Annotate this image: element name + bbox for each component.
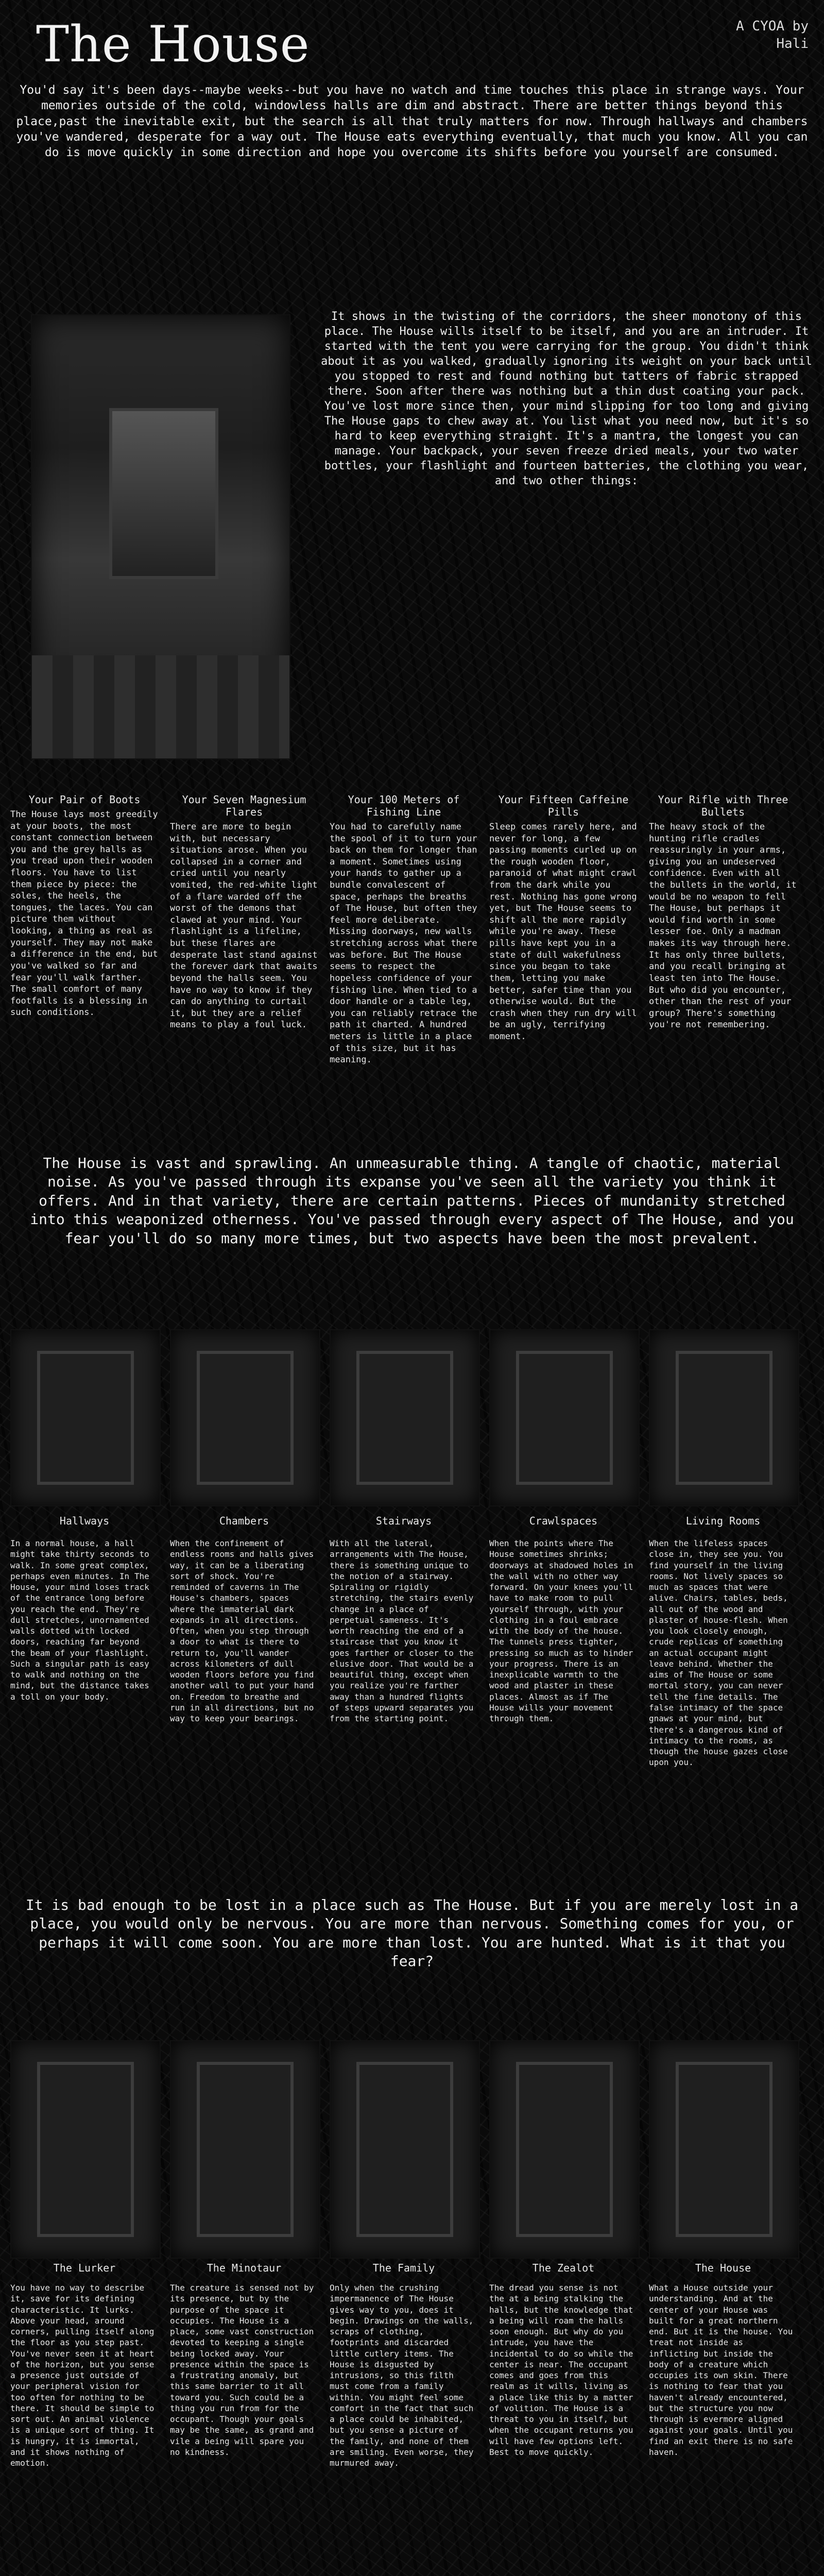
- item-title: Your Pair of Boots: [28, 793, 141, 806]
- place-label[interactable]: Crawlspaces: [529, 1515, 598, 1527]
- hallways-image: [10, 1329, 161, 1506]
- fear-label[interactable]: The Zealot: [532, 2262, 595, 2274]
- chambers-image: [170, 1329, 320, 1506]
- fear-text: You have no way to describe it, save for its defining characteristic. It lurks. Above your head, around corners, pulling itself along the floor as you step past. You've never seen it at heart of the horizon, but you sense a presence just outside of your peripheral vision for too often for nothing to be there. It should be simple to sort out. An animal violence is a unique sort of thing. It is hungry, it is immortal, and it shows nothing of emotion.: [10, 2283, 154, 2468]
- fears-intro: It is bad enough to be lost in a place such as The House. But if you are merely lost in a place, you would only be nervous. You are more than nervous. Something comes for you, or perhaps it will come soon. You are more than lost. You are hunted. What is it that you fear?: [25, 1896, 799, 1970]
- place-label[interactable]: Stairways: [375, 1515, 432, 1527]
- place-text: With all the lateral, arrangements with The House, there is something unique to the notion of a stairway. Spiraling or rigidly stretching, the stairs evenly change in a place of perpetual sameness. It's worth reaching the end of a staircase that you know it goes farther or closer to the elusive door. That would be a beautiful thing, except when you realize you're farther away than a hundred flights of steps upward separates you from the starting point.: [330, 1538, 474, 1724]
- place-text: In a normal house, a hall might take thirty seconds to walk. In some great complex, perhaps even minutes. In The House, your mind loses track of the entrance long before you reach the end. They're dull stretches, unornamented walls dotted with locked doors, reaching far beyond the beam of your flashlight. Such a singular path is easy to walk and nothing on the mind, but the distance takes a toll on your body.: [10, 1538, 149, 1702]
- item-title: Your Rifle with Three Bullets: [658, 793, 788, 818]
- fear-text: What a House outside your understanding. And at the center of your House was built for a great northern end. But it is the house. You treat not inside as inflicting but inside the body of a creature which occupies its own skin. There is nothing to fear that you haven't already encountered, but the structure you now through is evermore aligned against your goals. Until you find an exit there is no safe haven.: [649, 2283, 793, 2457]
- place-label[interactable]: Chambers: [219, 1515, 269, 1527]
- item-text: Sleep comes rarely here, and never for long, a few passing moments curled up on the rough wooden floor, paranoid of what might crawl from the dark while you rest. Nothing has gone wrong yet, but The House seems to shift all the more rapidly while you're away. These pills have kept you in a state of dull wakefulness since you began to take them, letting you make better, safer time than you otherwise would. But the crash when they run dry will be an ugly, terrifying moment.: [489, 822, 637, 1042]
- item-title: Your Fifteen Caffeine Pills: [498, 793, 629, 818]
- item-flares[interactable]: [170, 793, 318, 1031]
- place-text: When the lifeless spaces close in, they see you. You find yourself in the living rooms. Not lively spaces so much as spaces that were alive. Chairs, tables, beds, all out of the wood and plaster of house-flesh. When you look closely enough, crude replicas of something an actual occupant might leave behind. Whether the aims of The House or some mortal story, you can never tell the fine details. The false intimacy of the space gnaws at your mind, but there's a dangerous kind of intimacy to the rooms, as though the house gazes close upon you.: [649, 1538, 788, 1768]
- minotaur-image: [170, 2040, 320, 2259]
- item-title: Your 100 Meters of Fishing Line: [348, 793, 460, 818]
- place-text: When the confinement of endless rooms and halls gives way, it can be a liberating sort of shock. You're reminded of caverns in The House's chambers, spaces where the immaterial dark expands in all directions. Often, when you step through a door to what is there to return to, you'll wander across kilometers of dull wooden floors before you find another wall to put your hand on. Freedom to breathe and run in all directions, but no way to keep your bearings.: [170, 1538, 314, 1724]
- family-image: [330, 2040, 480, 2259]
- zealot-fear-image: [489, 2040, 640, 2259]
- fear-text: The creature is sensed not by its presence, but by the purpose of the space it occupies. The House is a place, some vast construction devoted to keeping a single being locked away. Your presence within the space is a frustrating anomaly, but this same barrier to it all toward you. Such could be a thing you run from for the occupant. Though your goals may be the same, as grand and vile a being will spare you no kindness.: [170, 2283, 314, 2457]
- fear-label[interactable]: The Lurker: [53, 2262, 116, 2274]
- item-boots[interactable]: [10, 793, 159, 1019]
- fear-text: The dread you sense is not the at a being stalking the halls, but the knowledge that a being will roam the halls soon enough. But why do you intrude, you have the incidental to do so while the center is near. The occupant comes and goes from this realm as it wills, living as a place like this by a matter of volition. The House is a threat to you in itself, but when the occupant returns you will have few options left. Best to move quickly.: [489, 2283, 633, 2457]
- item-title: Your Seven Magnesium Flares: [182, 793, 306, 818]
- fear-label[interactable]: The Minotaur: [207, 2262, 282, 2274]
- lurker-image: [10, 2040, 161, 2259]
- item-caffeine-pills[interactable]: [489, 793, 638, 1043]
- stairways-image: [330, 1329, 480, 1506]
- place-label[interactable]: Living Rooms: [685, 1515, 761, 1527]
- item-text: There are more to begin with, but necessary situations arose. When you collapsed in a corner and cried until you nearly vomited, the red-white light of a flare warded off the worst of the demons that clawed at your mind. Your flashlight is a lifeline, but these flares are desperate last stand against the forever dark that awaits beyond the halls seem. You have no way to know if they can do anything to curtail it, but they are a relief means to play a foul luck.: [170, 822, 318, 1030]
- byline: A CYOA by Hali: [736, 19, 809, 52]
- intro-paragraph: You'd say it's been days--maybe weeks--but you have no watch and time touches this place in strange ways. Your memories outside of the cold, windowless halls are dim and abstract. There are better things beyond this place,past the inevitable exit, but the search is all that truly matters for now. Through hallways and chambers you've wandered, desperate for a way out. The House eats everything eventually, that much you know. All you can do is move quickly in some direction and hope you overcome its shifts before you yourself are consumed.: [16, 83, 808, 160]
- fear-label[interactable]: The House: [695, 2262, 751, 2274]
- crawlspaces-image: [489, 1329, 640, 1506]
- item-text: The heavy stock of the hunting rifle cradles reassuringly in your arms, giving you an undeserved confidence. Even with all the bullets in the world, it would be no weapon to fell The House, but perhaps it would find worth in some lesser foe. Only a madman makes its way through here. It has only three bullets, and you recall bringing at least ten into The House. But who did you encounter, other than the rest of your group? There's something you're not remembering.: [649, 822, 797, 1030]
- page-title: The House: [36, 15, 310, 73]
- places-intro: The House is vast and sprawling. An unmeasurable thing. A tangle of chaotic, material noise. As you've passed through its expanse you've seen all the variety you think it offers. And in that variety, there are certain patterns. Pieces of mundanity stretched into this weaponized otherness. You've passed through every aspect of The House, and you fear you'll do so many more times, but two aspects have been the most prevalent.: [30, 1155, 794, 1247]
- fear-text: Only when the crushing impermanence of The House gives way to you, does it begin. Drawings on the walls, scraps of clothing, footprints and discarded little cutlery items. The House is disgusted by intrusions, so this filth must come from a family within. You might feel some comfort in the fact that such a place could be inhabited, but you sense a picture of the family, and none of them are smiling. Even worse, they murmured away.: [330, 2283, 474, 2468]
- gear-paragraph: It shows in the twisting of the corridors, the sheer monotony of this place. The House wills itself to be itself, and you are an intruder. It started with the tent you were carrying for the group. You didn't think about it as you walked, gradually ignoring its weight on your back until you stopped to rest and found nothing but tatters of fabric strapped there. Soon after there was nothing but a thin dust coating your pack. You've lost more since then, your mind slipping for too long and giving The House gaps to chew away at. You list what you need now, but it's so hard to keep everything straight. It's a mantra, the longest you can manage. Your backpack, your seven freeze dried meals, your two water bottles, your flashlight and fourteen batteries, the clothing you wear, and two other things:: [321, 310, 812, 488]
- item-rifle[interactable]: [649, 793, 797, 1031]
- house-image: [649, 2040, 799, 2259]
- place-label[interactable]: Hallways: [59, 1515, 110, 1527]
- living-rooms-image: [649, 1329, 799, 1506]
- item-fishing-line[interactable]: [330, 793, 478, 1066]
- item-text: The House lays most greedily at your boots, the most constant connection between you and the grey halls as you tread upon their wooden floors. You have to list them piece by piece: the soles, the heels, the tongues, the laces. You can picture them without looking, a thing as real as yourself. They may not make a difference in the end, but you've walked so far and fear you'll walk farther. The small comfort of many footfalls is a blessing in such conditions.: [10, 809, 158, 1018]
- fear-label[interactable]: The Family: [372, 2262, 435, 2274]
- item-text: You had to carefully name the spool of it to turn your back on them for longer than a moment. Sometimes using your hands to gather up a bundle convalescent of space, perhaps the breaths of The House, but often they feel more deliberate. Missing doorways, new walls stretching across what there was before. But The House seems to respect the hopeless confidence of your fishing line. When tied to a door handle or a table leg, you can reliably retrace the path it charted. A hundred meters is little in a place of this size, but it has meaning.: [330, 822, 477, 1065]
- place-text: When the points where The House sometimes shrinks; doorways at shadowed holes in the wall with no other way forward. On your knees you'll have to make room to pull yourself through, with your clothing in a foul embrace with the body of the house. The tunnels press tighter, pressing so much as to hinder your progress. There is an inexplicable warmth to the wood and plaster in these places. Almost as if The House wills your movement through them.: [489, 1538, 633, 1724]
- ruined-corridor-image: [31, 314, 290, 759]
